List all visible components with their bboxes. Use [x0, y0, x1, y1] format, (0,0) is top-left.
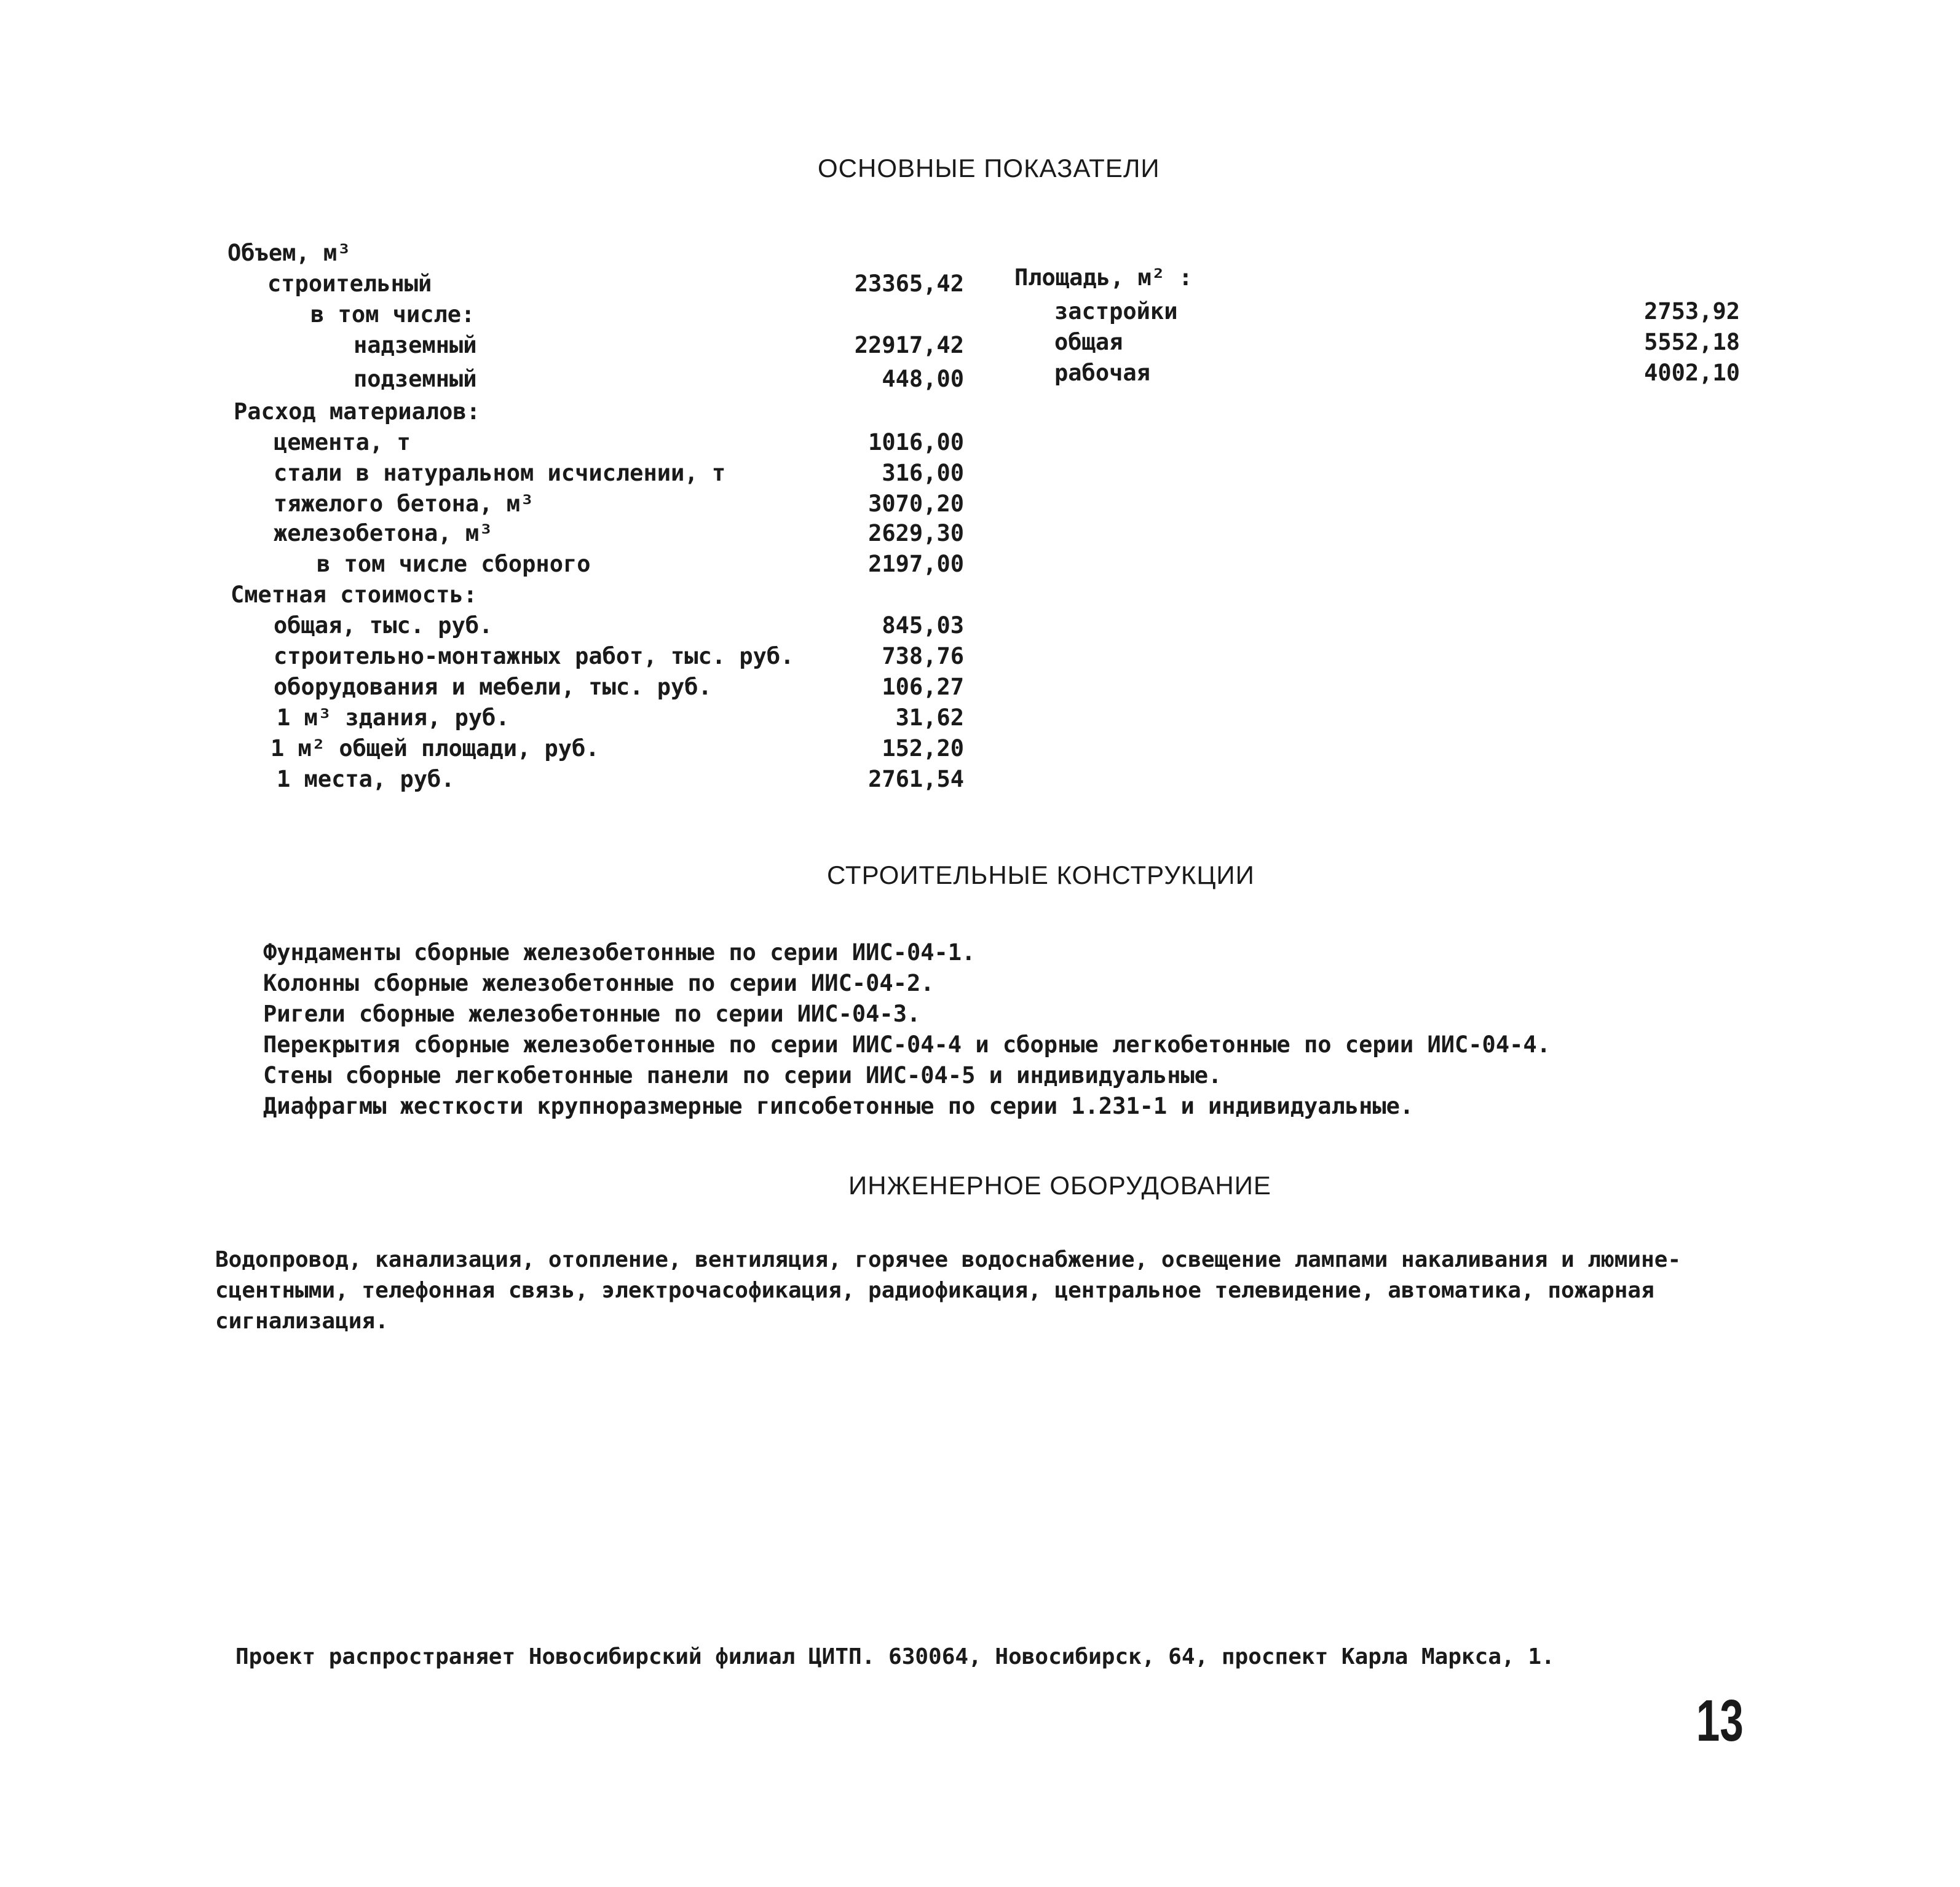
equipment-title: ИНЖЕНЕРНОЕ ОБОРУДОВАНИЕ — [848, 1171, 1271, 1200]
volume-row-label: надземный — [354, 332, 477, 358]
materials-row-value: 1016,00 — [868, 429, 964, 455]
main-indicators-title: ОСНОВНЫЕ ПОКАЗАТЕЛИ — [818, 154, 1160, 183]
structures-line: Ригели сборные железобетонные по серии ИИС-04-3. — [263, 1001, 921, 1027]
area-row — [1045, 360, 1740, 390]
volume-row — [0, 301, 984, 332]
cost-row-label: строительно-монтажных работ, тыс. руб. — [274, 643, 794, 669]
volume-row-label: в том числе: — [310, 301, 475, 328]
materials-row-label: в том числе сборного — [317, 551, 591, 577]
cost-row-label: 1 места, руб. — [277, 766, 455, 792]
volume-row-value: 23365,42 — [854, 270, 964, 297]
materials-row — [0, 551, 984, 581]
volume-row — [0, 270, 984, 301]
cost-row — [0, 612, 984, 643]
materials-row-label: цемента, т — [274, 429, 411, 455]
materials-row-label: стали в натуральном исчислении, т — [274, 460, 726, 486]
structures-list — [263, 937, 1551, 1122]
materials-row-value: 2197,00 — [868, 551, 964, 577]
volume-row — [0, 366, 984, 396]
area-row — [1045, 298, 1740, 329]
cost-row — [0, 735, 984, 766]
page-number: 13 — [1696, 1688, 1744, 1754]
materials-row — [0, 460, 984, 490]
cost-row-value: 152,20 — [882, 735, 964, 762]
area-row-value: 2753,92 — [1644, 298, 1740, 325]
cost-row-value: 845,03 — [882, 612, 964, 639]
cost-row-value: 106,27 — [882, 674, 964, 700]
materials-row-value: 316,00 — [882, 460, 964, 486]
volume-row-value: 448,00 — [882, 366, 964, 392]
cost-row — [0, 674, 984, 704]
equipment-line: Водопровод, канализация, отопление, вентиляция, горячее водоснабжение, освещение лампами накаливания и люмине- — [215, 1247, 1681, 1272]
area-row-label: рабочая — [1054, 360, 1150, 386]
structures-line: Диафрагмы жесткости крупноразмерные гипсобетонные по серии 1.231-1 и индивидуальные. — [263, 1093, 1414, 1119]
structures-line: Колонны сборные железобетонные по серии ИИС-04-2. — [263, 970, 935, 996]
materials-row-label: тяжелого бетона, м³ — [274, 490, 534, 517]
distributor-note: Проект распространяет Новосибирский филиал ЦИТП. 630064, Новосибирск, 64, проспект Карла Маркса, 1. — [235, 1644, 1555, 1669]
materials-row — [0, 520, 984, 551]
materials-row-label: железобетона, м³ — [274, 520, 493, 546]
cost-row-value: 738,76 — [882, 643, 964, 669]
cost-row-label: общая, тыс. руб. — [274, 612, 493, 639]
equipment-line: сигнализация. — [215, 1309, 389, 1334]
materials-row — [0, 429, 984, 460]
cost-row-label: 1 м³ здания, руб. — [277, 704, 510, 731]
cost-row — [0, 643, 984, 674]
materials-row — [0, 490, 984, 521]
volume-row-label: строительный — [267, 270, 432, 297]
cost-row-label: оборудования и мебели, тыс. руб. — [274, 674, 712, 700]
structures-line: Стены сборные легкобетонные панели по серии ИИС-04-5 и индивидуальные. — [263, 1062, 1222, 1089]
materials-heading: Расход материалов: — [234, 398, 480, 425]
structures-line: Фундаменты сборные железобетонные по серии ИИС-04-1. — [263, 939, 976, 966]
volume-heading: Объем, м³ — [227, 240, 351, 266]
volume-row-label: подземный — [354, 366, 477, 392]
cost-row — [0, 766, 984, 797]
area-row-label: общая — [1054, 329, 1123, 355]
area-row-value: 4002,10 — [1644, 360, 1740, 386]
structures-title: СТРОИТЕЛЬНЫЕ КОНСТРУКЦИИ — [827, 861, 1255, 889]
cost-row-value: 2761,54 — [868, 766, 964, 792]
area-row — [1045, 329, 1740, 360]
cost-heading: Сметная стоимость: — [231, 581, 477, 608]
materials-row-value: 3070,20 — [868, 490, 964, 517]
cost-row-label: 1 м² общей площади, руб. — [271, 735, 599, 762]
volume-row — [0, 332, 984, 363]
area-row-value: 5552,18 — [1644, 329, 1740, 355]
cost-row-value: 31,62 — [895, 704, 964, 731]
materials-row-value: 2629,30 — [868, 520, 964, 546]
area-heading: Площадь, м² : — [1014, 264, 1193, 291]
structures-line: Перекрытия сборные железобетонные по серии ИИС-04-4 и сборные легкобетонные по серии ИИС-04-4. — [263, 1031, 1551, 1058]
area-row-label: застройки — [1054, 298, 1178, 325]
volume-row-value: 22917,42 — [854, 332, 964, 358]
equipment-line: сцентными, телефонная связь, электрочасофикация, радиофикация, центральное телевидение, автоматика, пожарная — [215, 1278, 1654, 1303]
equipment-paragraph — [215, 1245, 1681, 1337]
cost-row — [0, 704, 984, 735]
